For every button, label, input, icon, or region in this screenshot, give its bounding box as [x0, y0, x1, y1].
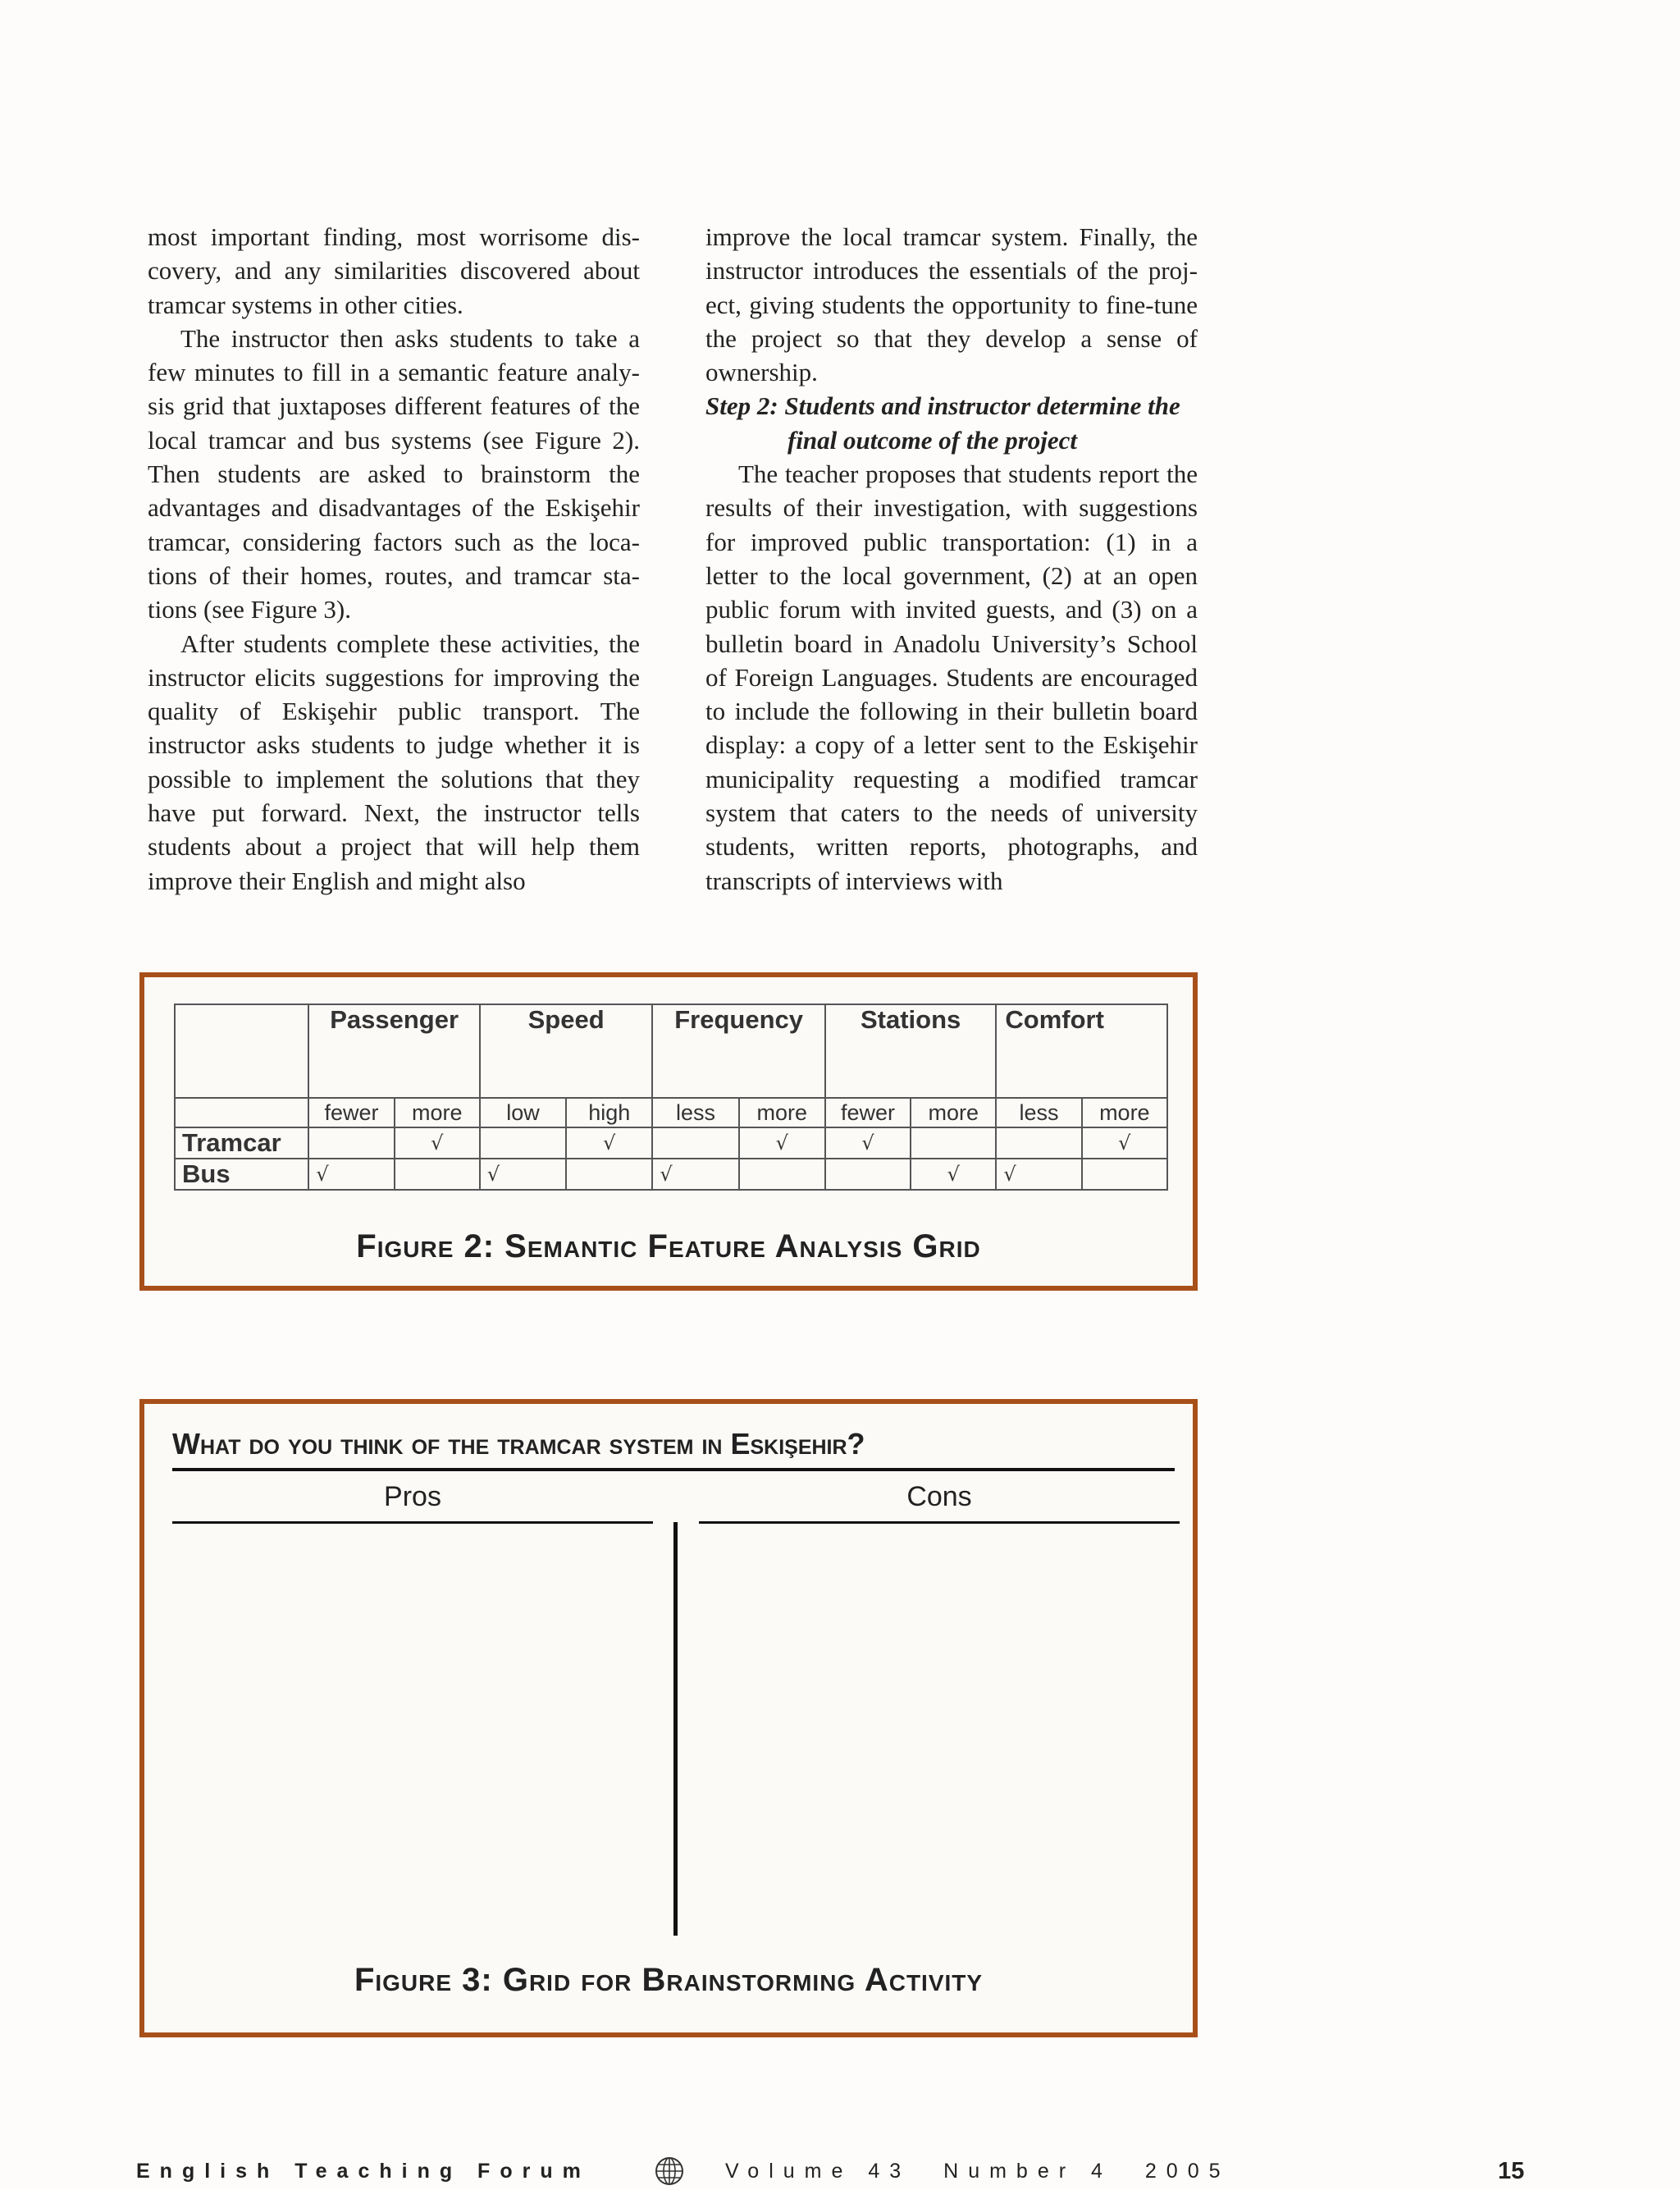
- sub-header: fewer: [308, 1098, 394, 1127]
- sub-header: more: [1082, 1098, 1167, 1127]
- semantic-feature-grid: [174, 1004, 1168, 1191]
- sub-header: more: [395, 1098, 480, 1127]
- grid-corner-cell: [175, 1004, 308, 1098]
- page-number: 15: [1498, 2158, 1525, 2184]
- paragraph: most important finding, most worrisome discovery, and any similarities discovered about tramcar systems in other cities.: [148, 222, 640, 319]
- check-cell: √: [395, 1127, 480, 1159]
- check-cell: √: [739, 1127, 825, 1159]
- paragraph: improve the local tramcar system. Finally, the instructor introduces the essentials of the project, giving students the opportunity to fine-tune the project so that they develop a sense of ownership.: [705, 222, 1198, 387]
- paragraph: After students complete these activities, the instructor elicits suggestions for improving the quality of Eskişehir public transport. The instructor asks students to judge whether it is possible to implement the solutions that they have put forward. Next, the instructor tells students about a project that will help them improve their English and might also: [148, 629, 640, 895]
- sub-header-row: [175, 1098, 1167, 1127]
- sub-header: less: [652, 1098, 738, 1127]
- check-cell: √: [480, 1159, 566, 1190]
- feature-header: Comfort: [996, 1004, 1167, 1098]
- sub-header: high: [566, 1098, 652, 1127]
- check-cell: [480, 1127, 566, 1159]
- feature-header-row: [175, 1004, 1167, 1098]
- feature-header: Frequency: [652, 1004, 825, 1098]
- footer-issue: [725, 2160, 1230, 2183]
- table-row: [175, 1127, 1167, 1159]
- feature-header: Passenger: [308, 1004, 480, 1098]
- cons-rule: [699, 1521, 1180, 1524]
- check-cell: √: [825, 1127, 911, 1159]
- paragraph: The teacher proposes that students report the results of their investigation, with suggestions for improved public transportation: (1) in a letter to the local government, (2) at an open public forum with invited guests, and (3) on a bulletin board in Anadolu University’s School of Foreign Languages. Students are encouraged to include the following in their bulletin board display: a copy of a letter sent to the Eskişehir municipality requesting a modified tramcar system that caters to the needs of university students, written reports, photographs, and transcripts of interviews with: [705, 459, 1198, 895]
- figure-3-box: [139, 1399, 1198, 2037]
- pros-cons-divider: [673, 1522, 678, 1936]
- sub-header: fewer: [825, 1098, 911, 1127]
- sub-header: less: [996, 1098, 1081, 1127]
- check-cell: √: [996, 1159, 1081, 1190]
- paragraph: The instructor then asks students to take a few minutes to fill in a semantic feature analysis grid that juxtaposes different features of the local tramcar and bus systems (see Figure 2). Then students are asked to brainstorm the advantages and disadvantages of the Eskişehir tramcar, considering factors such as the locations of their homes, routes, and tramcar stations (see Figure 3).: [148, 323, 640, 624]
- feature-header: Stations: [825, 1004, 997, 1098]
- left-text-column: [148, 220, 640, 898]
- footer-publication: English Teaching Forum: [136, 2160, 591, 2183]
- check-cell: √: [308, 1159, 394, 1190]
- blank-cell: [175, 1098, 308, 1127]
- footer-number: Number 4: [943, 2160, 1112, 2183]
- pros-rule: [172, 1521, 653, 1524]
- check-cell: [1082, 1159, 1167, 1190]
- check-cell: [996, 1127, 1081, 1159]
- footer-volume: Volume 43: [725, 2160, 911, 2183]
- check-cell: √: [652, 1159, 738, 1190]
- sub-header: low: [480, 1098, 566, 1127]
- check-cell: [395, 1159, 480, 1190]
- figure-2-caption: Figure 2: Semantic Feature Analysis Grid: [356, 1228, 981, 1264]
- check-cell: √: [566, 1127, 652, 1159]
- row-label: Bus: [175, 1159, 308, 1190]
- check-cell: [566, 1159, 652, 1190]
- table-row: [175, 1159, 1167, 1190]
- check-cell: [308, 1127, 394, 1159]
- sub-header: more: [739, 1098, 825, 1127]
- check-cell: [652, 1127, 738, 1159]
- sub-header: more: [911, 1098, 996, 1127]
- brainstorm-title: What do you think of the tramcar system in Eskişehir?: [172, 1427, 865, 1461]
- cons-label: Cons: [906, 1481, 972, 1512]
- check-cell: [911, 1127, 996, 1159]
- pros-label: Pros: [384, 1481, 441, 1512]
- check-cell: [825, 1159, 911, 1190]
- globe-icon: [655, 2156, 684, 2186]
- step-heading-line1: Step 2: Students and instructor determine the: [705, 391, 1180, 421]
- figure-2-box: [139, 972, 1198, 1291]
- footer-year: 2005: [1144, 2160, 1230, 2183]
- title-rule: [172, 1468, 1175, 1471]
- check-cell: √: [911, 1159, 996, 1190]
- figure-3-caption: Figure 3: Grid for Brainstorming Activity: [354, 1962, 984, 1998]
- row-label: Tramcar: [175, 1127, 308, 1159]
- check-cell: [739, 1159, 825, 1190]
- check-cell: √: [1082, 1127, 1167, 1159]
- right-text-column: [705, 220, 1198, 898]
- feature-header: Speed: [480, 1004, 653, 1098]
- step-heading: [705, 389, 1198, 457]
- step-heading-line2: final outcome of the project: [788, 425, 1078, 455]
